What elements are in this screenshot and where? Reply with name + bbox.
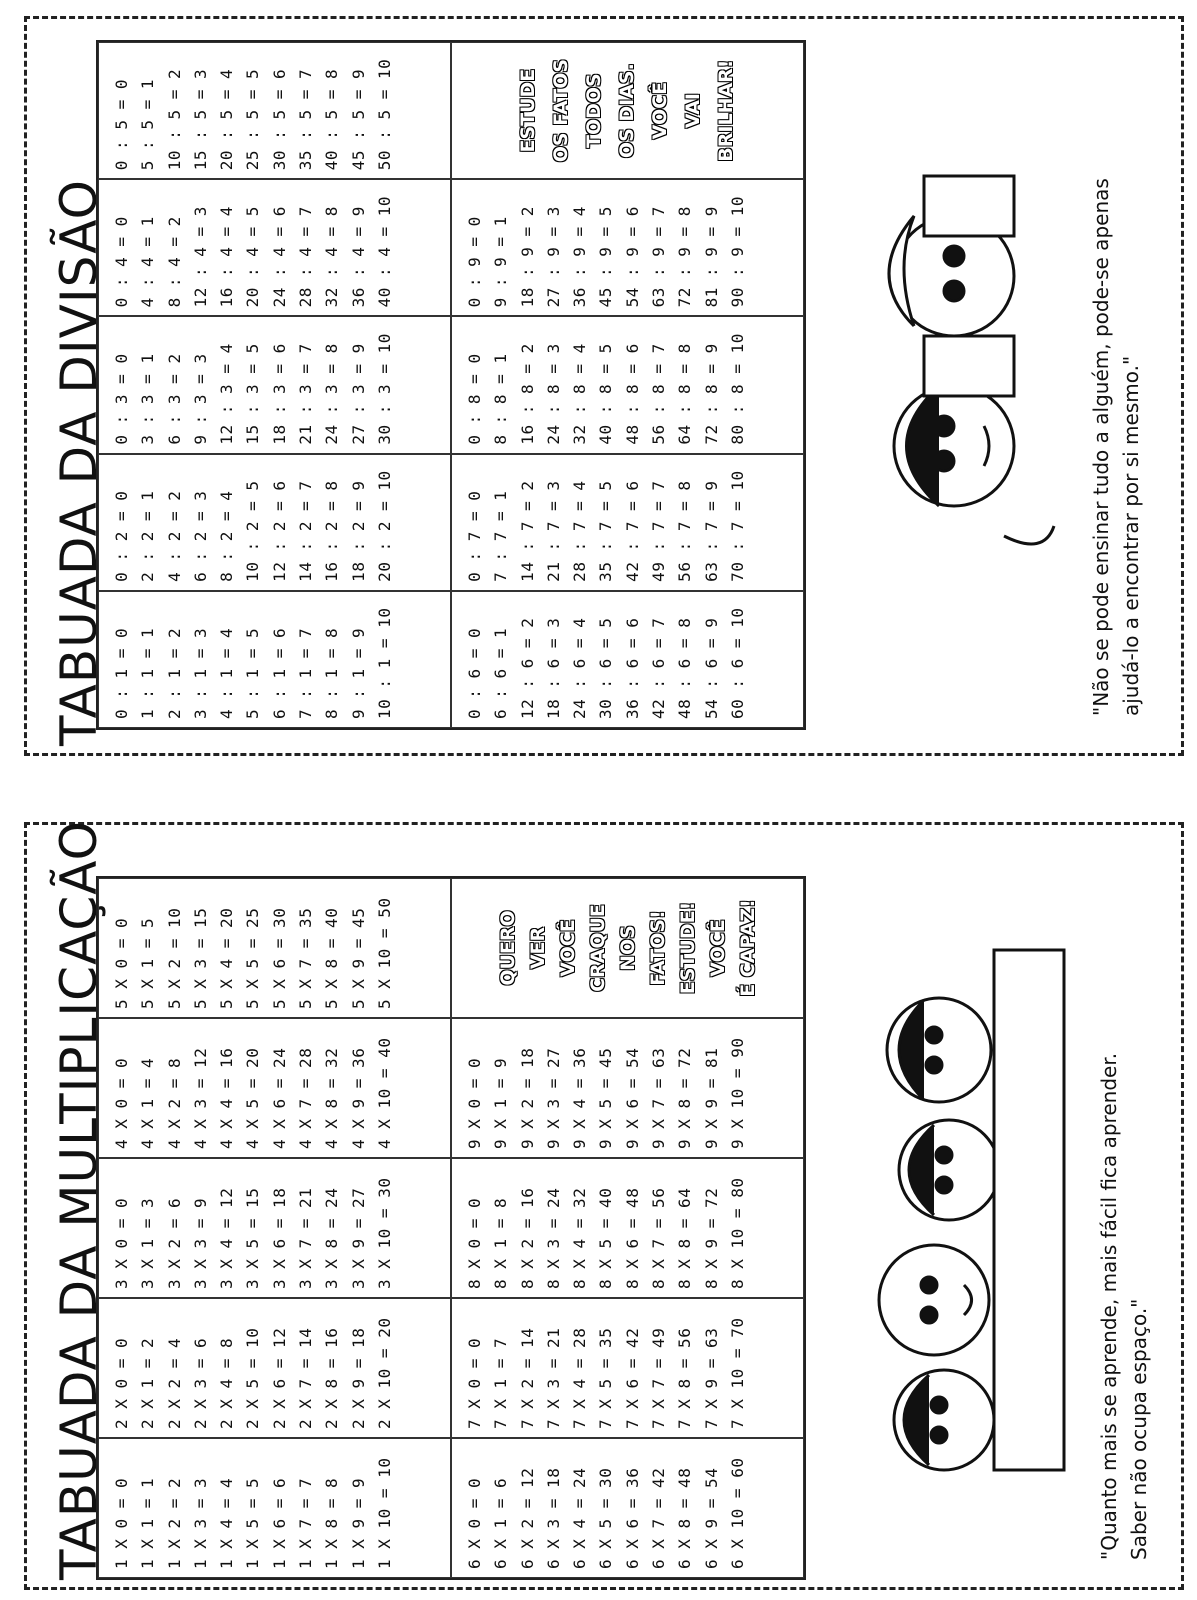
multiplication-fact: 9 X 0 = 0 xyxy=(465,1057,484,1149)
multiplication-fact: 1 X 10 = 10 xyxy=(374,1457,394,1569)
multiplication-fact: 6 X 1 = 6 xyxy=(491,1477,511,1569)
multiplication-table-cell xyxy=(98,1158,451,1298)
multiplication-fact: 3 X 6 = 18 xyxy=(269,1187,289,1289)
multiplication-fact: 4 X 3 = 12 xyxy=(190,1047,210,1149)
multiplication-fact: 7 X 7 = 49 xyxy=(649,1327,669,1429)
multiplication-fact: 6 X 6 = 36 xyxy=(622,1467,642,1569)
multiplication-fact: 9 X 5 = 45 xyxy=(596,1047,616,1149)
multiplication-motto-line: NOS xyxy=(616,925,639,971)
division-fact: 80 : 8 = 10 xyxy=(727,333,747,445)
multiplication-quote xyxy=(1094,1053,1154,1560)
division-fact: 30 : 6 = 5 xyxy=(596,617,616,719)
multiplication-table-cell xyxy=(451,1298,804,1438)
multiplication-motto-box xyxy=(451,878,804,1018)
multiplication-fact: 5 X 8 = 40 xyxy=(322,907,342,1009)
multiplication-table xyxy=(96,876,806,1580)
multiplication-fact: 8 X 4 = 32 xyxy=(570,1187,590,1289)
division-fact: 27 : 9 = 3 xyxy=(543,206,563,308)
division-quote xyxy=(1086,178,1146,716)
multiplication-fact: 7 X 2 = 14 xyxy=(517,1327,537,1429)
division-fact: 0 : 7 = 0 xyxy=(465,490,484,582)
division-fact: 0 : 3 = 0 xyxy=(112,353,131,445)
division-fact: 15 : 3 = 5 xyxy=(243,343,263,445)
multiplication-fact: 8 X 7 = 56 xyxy=(649,1187,669,1289)
division-fact: 8 : 1 = 8 xyxy=(322,627,342,719)
division-fact: 48 : 6 = 8 xyxy=(675,617,695,719)
multiplication-fact: 7 X 9 = 63 xyxy=(701,1327,721,1429)
multiplication-fact: 2 X 10 = 20 xyxy=(374,1317,394,1429)
multiplication-fact: 7 X 0 = 0 xyxy=(465,1337,484,1429)
division-fact: 21 : 3 = 7 xyxy=(296,343,316,445)
multiplication-fact: 4 X 6 = 24 xyxy=(269,1047,289,1149)
multiplication-fact: 3 X 1 = 3 xyxy=(138,1197,158,1289)
division-motto-line: BRILHAR! xyxy=(715,59,737,162)
multiplication-fact: 7 X 4 = 28 xyxy=(570,1327,590,1429)
division-fact: 28 : 7 = 4 xyxy=(570,480,590,582)
division-fact: 4 : 4 = 1 xyxy=(138,216,158,308)
multiplication-fact: 1 X 8 = 8 xyxy=(322,1477,342,1569)
multiplication-fact: 4 X 1 = 4 xyxy=(138,1057,158,1149)
multiplication-fact: 1 X 6 = 6 xyxy=(269,1477,289,1569)
division-fact: 64 : 8 = 8 xyxy=(675,343,695,445)
division-table-cell xyxy=(98,179,451,316)
division-fact: 10 : 2 = 5 xyxy=(243,480,263,582)
multiplication-fact: 4 X 5 = 20 xyxy=(243,1047,263,1149)
multiplication-fact: 2 X 6 = 12 xyxy=(269,1327,289,1429)
division-fact: 3 : 1 = 3 xyxy=(190,627,210,719)
division-fact: 35 : 5 = 7 xyxy=(296,68,316,171)
division-fact: 14 : 2 = 7 xyxy=(296,480,316,582)
multiplication-fact: 5 X 5 = 25 xyxy=(243,907,263,1009)
multiplication-fact: 2 X 5 = 10 xyxy=(243,1327,263,1429)
division-table xyxy=(96,40,806,730)
multiplication-table-cell xyxy=(98,1018,451,1158)
division-motto-line: VOCÊ xyxy=(649,81,671,140)
multiplication-table-cell xyxy=(451,1018,804,1158)
division-table-cell xyxy=(98,454,451,591)
division-fact: 45 : 5 = 9 xyxy=(348,68,368,171)
multiplication-fact: 1 X 5 = 5 xyxy=(243,1477,263,1569)
multiplication-fact: 5 X 6 = 30 xyxy=(269,907,289,1009)
division-fact: 40 : 5 = 8 xyxy=(322,68,342,171)
division-fact: 6 : 6 = 1 xyxy=(491,627,511,719)
multiplication-fact: 3 X 3 = 9 xyxy=(190,1197,210,1289)
division-fact: 0 : 2 = 0 xyxy=(112,490,131,582)
multiplication-fact: 1 X 3 = 3 xyxy=(190,1477,210,1569)
multiplication-fact: 2 X 7 = 14 xyxy=(296,1327,316,1429)
division-fact: 10 : 5 = 2 xyxy=(164,68,184,171)
division-fact: 2 : 1 = 2 xyxy=(164,627,184,719)
multiplication-fact: 2 X 9 = 18 xyxy=(348,1327,368,1429)
multiplication-fact: 8 X 3 = 24 xyxy=(543,1187,563,1289)
division-quote-line: "Não se pode ensinar tudo a alguém, pode-se apenas xyxy=(1089,178,1113,716)
multiplication-fact: 5 X 7 = 35 xyxy=(296,907,316,1009)
division-fact: 20 : 2 = 10 xyxy=(374,470,394,582)
multiplication-fact: 4 X 2 = 8 xyxy=(164,1057,184,1149)
division-fact: 12 : 4 = 3 xyxy=(190,206,210,308)
division-fact: 2 : 2 = 1 xyxy=(138,490,158,582)
division-fact: 42 : 7 = 6 xyxy=(622,480,642,582)
division-fact: 60 : 6 = 10 xyxy=(727,607,747,719)
division-fact: 1 : 1 = 1 xyxy=(138,627,158,719)
division-motto-line: VAI xyxy=(682,93,704,129)
division-fact: 36 : 4 = 9 xyxy=(348,206,368,308)
multiplication-motto-line: VOCÊ xyxy=(556,919,579,977)
multiplication-fact: 3 X 9 = 27 xyxy=(348,1187,368,1289)
division-fact: 24 : 8 = 3 xyxy=(543,343,563,445)
division-fact: 18 : 6 = 3 xyxy=(543,617,563,719)
division-fact: 21 : 7 = 3 xyxy=(543,480,563,582)
division-motto-box xyxy=(451,42,804,179)
division-quote-line: ajudá-lo a encontrar por si mesmo." xyxy=(1119,355,1143,716)
division-fact: 0 : 6 = 0 xyxy=(465,627,484,719)
division-fact: 12 : 6 = 2 xyxy=(517,617,537,719)
multiplication-fact: 3 X 5 = 15 xyxy=(243,1187,263,1289)
kids-group-illustration xyxy=(844,890,1074,1510)
multiplication-motto-line: FATOS! xyxy=(646,910,669,986)
division-fact: 63 : 9 = 7 xyxy=(649,206,669,308)
division-fact: 56 : 8 = 7 xyxy=(649,343,669,445)
division-fact: 18 : 3 = 6 xyxy=(269,343,289,445)
multiplication-fact: 8 X 9 = 72 xyxy=(701,1187,721,1289)
division-fact: 3 : 3 = 1 xyxy=(138,353,158,445)
division-fact: 0 : 9 = 0 xyxy=(465,216,484,308)
division-fact: 32 : 4 = 8 xyxy=(322,206,342,308)
multiplication-motto-line: É CAPAZ! xyxy=(736,899,759,997)
division-table-cell xyxy=(98,591,451,728)
multiplication-fact: 9 X 1 = 9 xyxy=(491,1057,511,1149)
division-fact: 56 : 7 = 8 xyxy=(675,480,695,582)
multiplication-fact: 4 X 8 = 32 xyxy=(322,1047,342,1149)
multiplication-fact: 5 X 4 = 20 xyxy=(217,907,237,1009)
multiplication-fact: 2 X 4 = 8 xyxy=(217,1337,237,1429)
multiplication-fact: 3 X 0 = 0 xyxy=(112,1197,131,1289)
division-fact: 72 : 9 = 8 xyxy=(675,206,695,308)
multiplication-fact: 9 X 9 = 81 xyxy=(701,1047,721,1149)
multiplication-fact: 4 X 10 = 40 xyxy=(374,1037,394,1149)
division-fact: 50 : 5 = 10 xyxy=(374,58,394,171)
division-fact: 6 : 3 = 2 xyxy=(164,353,184,445)
multiplication-fact: 9 X 7 = 63 xyxy=(649,1047,669,1149)
division-fact: 36 : 6 = 6 xyxy=(622,617,642,719)
multiplication-table-cell xyxy=(98,1438,451,1578)
division-table-cell xyxy=(451,591,804,728)
division-fact: 18 : 2 = 9 xyxy=(348,480,368,582)
division-fact: 36 : 9 = 4 xyxy=(570,206,590,308)
multiplication-fact: 7 X 6 = 42 xyxy=(622,1327,642,1429)
division-motto-line: OS FATOS xyxy=(550,58,572,163)
multiplication-motto-line: VER xyxy=(526,926,549,970)
division-fact: 0 : 5 = 0 xyxy=(112,79,131,171)
division-fact: 9 : 3 = 3 xyxy=(190,353,210,445)
multiplication-fact: 5 X 1 = 5 xyxy=(138,917,158,1009)
division-fact: 8 : 8 = 1 xyxy=(491,353,511,445)
division-fact: 42 : 6 = 7 xyxy=(649,617,669,719)
multiplication-fact: 8 X 6 = 48 xyxy=(622,1187,642,1289)
multiplication-fact: 6 X 4 = 24 xyxy=(570,1467,590,1569)
multiplication-fact: 4 X 0 = 0 xyxy=(112,1057,131,1149)
kids-reading-illustration xyxy=(844,146,1064,566)
division-motto-line: TODOS xyxy=(583,73,605,148)
division-fact: 4 : 2 = 2 xyxy=(164,490,184,582)
division-fact: 54 : 6 = 9 xyxy=(701,617,721,719)
multiplication-card xyxy=(24,822,1184,1590)
multiplication-fact: 5 X 3 = 15 xyxy=(190,907,210,1009)
multiplication-fact: 6 X 5 = 30 xyxy=(596,1467,616,1569)
multiplication-quote-line: "Quanto mais se aprende, mais fácil fica aprender. xyxy=(1097,1052,1121,1560)
division-fact: 70 : 7 = 10 xyxy=(727,470,747,582)
multiplication-fact: 8 X 10 = 80 xyxy=(727,1177,747,1289)
multiplication-fact: 4 X 4 = 16 xyxy=(217,1047,237,1149)
multiplication-fact: 3 X 4 = 12 xyxy=(217,1187,237,1289)
multiplication-fact: 5 X 0 = 0 xyxy=(112,917,131,1009)
multiplication-fact: 7 X 3 = 21 xyxy=(543,1327,563,1429)
multiplication-fact: 5 X 10 = 50 xyxy=(374,897,394,1009)
multiplication-fact: 2 X 2 = 4 xyxy=(164,1337,184,1429)
division-fact: 6 : 1 = 6 xyxy=(269,627,289,719)
division-table-cell xyxy=(451,179,804,316)
multiplication-fact: 9 X 10 = 90 xyxy=(727,1037,747,1149)
division-fact: 24 : 4 = 6 xyxy=(269,206,289,308)
division-fact: 15 : 5 = 3 xyxy=(190,68,210,171)
multiplication-fact: 9 X 6 = 54 xyxy=(622,1047,642,1149)
multiplication-fact: 2 X 3 = 6 xyxy=(190,1337,210,1429)
division-motto-line: ESTUDE xyxy=(517,68,539,153)
multiplication-fact: 5 X 9 = 45 xyxy=(348,907,368,1009)
division-fact: 81 : 9 = 9 xyxy=(701,206,721,308)
multiplication-fact: 1 X 1 = 1 xyxy=(138,1477,158,1569)
division-fact: 40 : 4 = 10 xyxy=(374,195,394,308)
division-fact: 28 : 4 = 7 xyxy=(296,206,316,308)
division-fact: 0 : 1 = 0 xyxy=(112,627,131,719)
division-fact: 24 : 3 = 8 xyxy=(322,343,342,445)
division-fact: 90 : 9 = 10 xyxy=(727,195,747,308)
division-fact: 8 : 4 = 2 xyxy=(164,216,184,308)
division-fact: 5 : 5 = 1 xyxy=(138,79,158,171)
multiplication-fact: 5 X 2 = 10 xyxy=(164,907,184,1009)
division-fact: 5 : 1 = 5 xyxy=(243,627,263,719)
division-fact: 40 : 8 = 5 xyxy=(596,343,616,445)
division-motto-line: OS DIAS. xyxy=(616,63,638,159)
multiplication-fact: 8 X 0 = 0 xyxy=(465,1197,484,1289)
multiplication-fact: 7 X 8 = 56 xyxy=(675,1327,695,1429)
division-title: TABUADA DA DIVISÃO xyxy=(50,179,108,746)
division-fact: 6 : 2 = 3 xyxy=(190,490,210,582)
multiplication-fact: 6 X 3 = 18 xyxy=(543,1467,563,1569)
multiplication-fact: 8 X 1 = 8 xyxy=(491,1197,511,1289)
division-fact: 63 : 7 = 9 xyxy=(701,480,721,582)
multiplication-fact: 9 X 3 = 27 xyxy=(543,1047,563,1149)
division-fact: 7 : 7 = 1 xyxy=(491,490,511,582)
division-fact: 0 : 8 = 0 xyxy=(465,353,484,445)
multiplication-fact: 4 X 9 = 36 xyxy=(348,1047,368,1149)
multiplication-fact: 8 X 2 = 16 xyxy=(517,1187,537,1289)
division-table-cell xyxy=(451,454,804,591)
multiplication-fact: 4 X 7 = 28 xyxy=(296,1047,316,1149)
division-fact: 10 : 1 = 10 xyxy=(374,607,394,719)
multiplication-fact: 9 X 2 = 18 xyxy=(517,1047,537,1149)
division-fact: 9 : 9 = 1 xyxy=(491,216,511,308)
multiplication-fact: 7 X 1 = 7 xyxy=(491,1337,511,1429)
division-fact: 27 : 3 = 9 xyxy=(348,343,368,445)
division-fact: 25 : 5 = 5 xyxy=(243,68,263,171)
division-fact: 49 : 7 = 7 xyxy=(649,480,669,582)
division-fact: 0 : 4 = 0 xyxy=(112,216,131,308)
division-fact: 72 : 8 = 9 xyxy=(701,343,721,445)
multiplication-fact: 2 X 1 = 2 xyxy=(138,1337,158,1429)
division-table-cell xyxy=(451,316,804,453)
multiplication-motto-line: ESTUDE! xyxy=(676,901,699,995)
multiplication-fact: 3 X 2 = 6 xyxy=(164,1197,184,1289)
division-fact: 30 : 5 = 6 xyxy=(269,68,289,171)
division-fact: 8 : 2 = 4 xyxy=(217,490,237,582)
multiplication-fact: 9 X 8 = 72 xyxy=(675,1047,695,1149)
multiplication-title: TABUADA DA MULTIPLICAÇÃO xyxy=(50,820,108,1580)
multiplication-table-cell xyxy=(451,1158,804,1298)
multiplication-fact: 6 X 9 = 54 xyxy=(701,1467,721,1569)
division-fact: 20 : 5 = 4 xyxy=(217,68,237,171)
division-fact: 54 : 9 = 6 xyxy=(622,206,642,308)
division-fact: 30 : 3 = 10 xyxy=(374,333,394,445)
division-fact: 18 : 9 = 2 xyxy=(517,206,537,308)
division-fact: 48 : 8 = 6 xyxy=(622,343,642,445)
multiplication-fact: 8 X 5 = 40 xyxy=(596,1187,616,1289)
multiplication-fact: 6 X 8 = 48 xyxy=(675,1467,695,1569)
multiplication-fact: 3 X 10 = 30 xyxy=(374,1177,394,1289)
division-fact: 12 : 3 = 4 xyxy=(217,343,237,445)
multiplication-fact: 6 X 2 = 12 xyxy=(517,1467,537,1569)
division-fact: 32 : 8 = 4 xyxy=(570,343,590,445)
multiplication-motto-line: CRAQUE xyxy=(586,904,609,992)
multiplication-fact: 6 X 0 = 0 xyxy=(465,1477,484,1569)
multiplication-fact: 1 X 9 = 9 xyxy=(348,1477,368,1569)
multiplication-table-cell xyxy=(451,1438,804,1578)
division-fact: 20 : 4 = 5 xyxy=(243,206,263,308)
multiplication-fact: 1 X 2 = 2 xyxy=(164,1477,184,1569)
division-table-cell xyxy=(98,316,451,453)
multiplication-table-cell xyxy=(98,1298,451,1438)
multiplication-fact: 7 X 5 = 35 xyxy=(596,1327,616,1429)
division-table-cell xyxy=(98,42,451,179)
multiplication-fact: 2 X 0 = 0 xyxy=(112,1337,131,1429)
division-fact: 16 : 4 = 4 xyxy=(217,206,237,308)
division-fact: 4 : 1 = 4 xyxy=(217,627,237,719)
division-fact: 16 : 8 = 2 xyxy=(517,343,537,445)
multiplication-fact: 3 X 7 = 21 xyxy=(296,1187,316,1289)
division-fact: 9 : 1 = 9 xyxy=(348,627,368,719)
multiplication-fact: 1 X 4 = 4 xyxy=(217,1477,237,1569)
multiplication-fact: 1 X 0 = 0 xyxy=(112,1477,131,1569)
multiplication-fact: 9 X 4 = 36 xyxy=(570,1047,590,1149)
multiplication-fact: 2 X 8 = 16 xyxy=(322,1327,342,1429)
division-fact: 14 : 7 = 2 xyxy=(517,480,537,582)
multiplication-fact: 6 X 10 = 60 xyxy=(727,1457,747,1569)
multiplication-motto-line: VOCÊ xyxy=(706,919,729,977)
division-fact: 45 : 9 = 5 xyxy=(596,206,616,308)
multiplication-fact: 8 X 8 = 64 xyxy=(675,1187,695,1289)
multiplication-table-cell xyxy=(98,878,451,1018)
multiplication-quote-line: Saber não ocupa espaço." xyxy=(1127,1298,1151,1560)
division-card xyxy=(24,16,1184,756)
division-fact: 12 : 2 = 6 xyxy=(269,480,289,582)
multiplication-fact: 1 X 7 = 7 xyxy=(296,1477,316,1569)
multiplication-fact: 6 X 7 = 42 xyxy=(649,1467,669,1569)
multiplication-fact: 3 X 8 = 24 xyxy=(322,1187,342,1289)
division-fact: 35 : 7 = 5 xyxy=(596,480,616,582)
division-fact: 16 : 2 = 8 xyxy=(322,480,342,582)
multiplication-fact: 7 X 10 = 70 xyxy=(727,1317,747,1429)
multiplication-motto-line: QUERO xyxy=(496,910,519,986)
division-fact: 24 : 6 = 4 xyxy=(570,617,590,719)
division-fact: 7 : 1 = 7 xyxy=(296,627,316,719)
